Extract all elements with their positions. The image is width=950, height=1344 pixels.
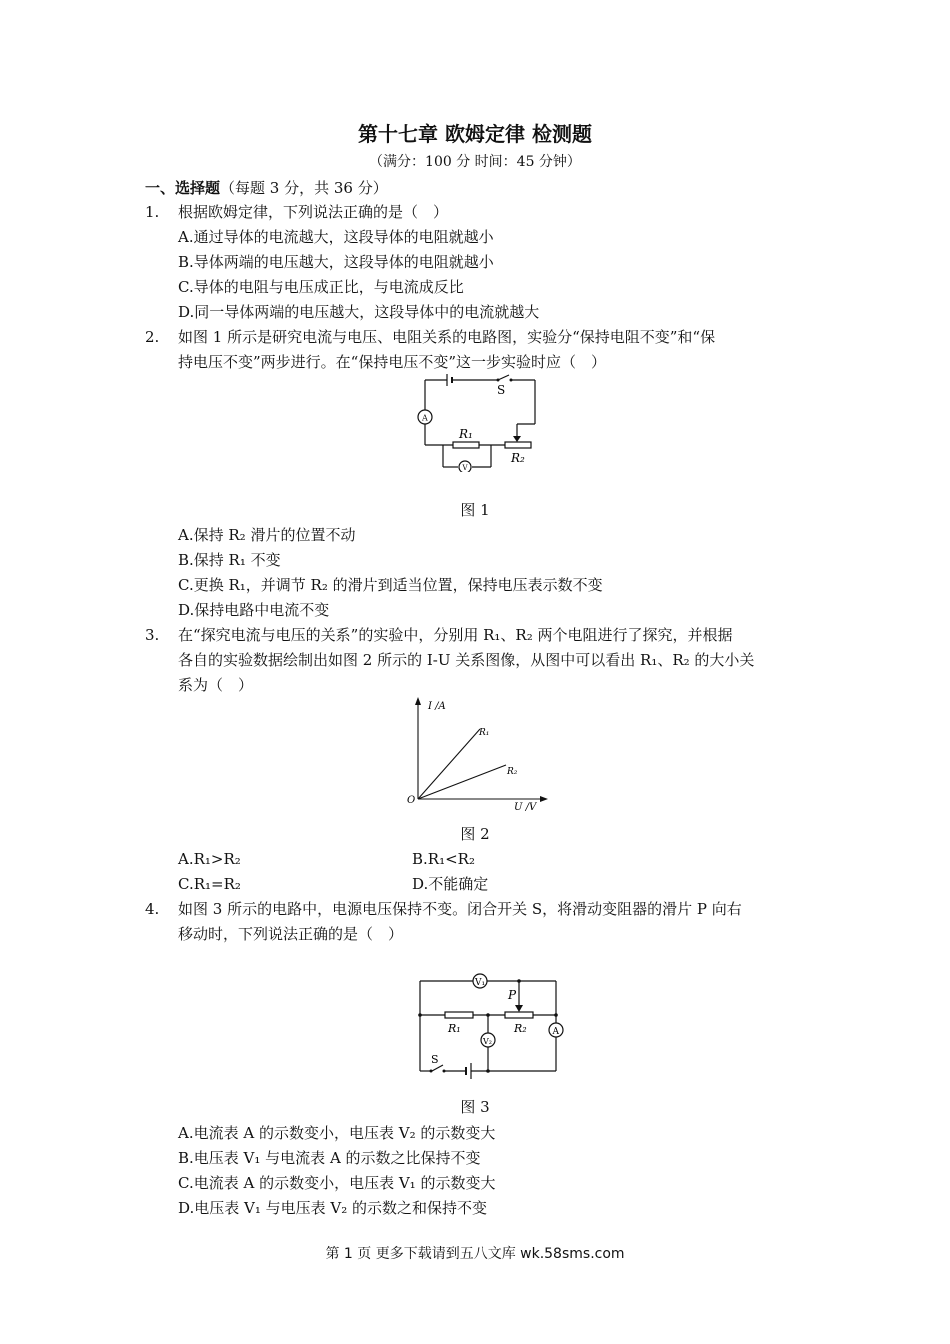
slider-arrow bbox=[515, 1005, 523, 1012]
fig3-switch-label: S bbox=[431, 1053, 439, 1066]
q1-option-b: B.导体两端的电压越大，这段导体的电阻就越小 bbox=[178, 253, 494, 271]
resistor-r1 bbox=[445, 1012, 473, 1018]
fig2-y-label: I /A bbox=[428, 701, 446, 712]
resistor-r1 bbox=[453, 442, 479, 448]
fig2-origin-label: O bbox=[407, 795, 416, 806]
q4-line-2: 移动时，下列说法正确的是（ ） bbox=[178, 925, 404, 943]
figure-2-iu-graph bbox=[400, 695, 550, 815]
q4-number: 4. bbox=[145, 900, 160, 918]
fig3-r1-label: R₁ bbox=[448, 1022, 461, 1035]
q4-line-1: 如图 3 所示的电路中，电源电压保持不变。闭合开关 S，将滑动变阻器的滑片 P 向右 bbox=[178, 900, 742, 918]
fig3-slider-label: P bbox=[508, 988, 517, 1002]
q4-option-d: D.电压表 V₁ 与电压表 V₂ 的示数之和保持不变 bbox=[178, 1199, 488, 1217]
y-axis-arrow bbox=[415, 697, 421, 705]
q2-option-d: D.保持电路中电流不变 bbox=[178, 601, 330, 619]
x-axis-arrow bbox=[540, 796, 548, 802]
page-subtitle: （满分：100 分 时间：45 分钟） bbox=[369, 154, 581, 170]
fig2-x-label: U /V bbox=[514, 802, 537, 813]
fig2-r1-label: R₁ bbox=[479, 728, 490, 738]
switch-lever bbox=[498, 375, 509, 380]
figure-3-caption: 图 3 bbox=[460, 1098, 490, 1116]
figure-1-caption: 图 1 bbox=[460, 501, 490, 519]
q3-option-d: D.不能确定 bbox=[412, 875, 489, 893]
figure-3-circuit bbox=[410, 965, 575, 1085]
q2-line-2: 持电压不变”两步进行。在“保持电压不变”这一步实验时应（ ） bbox=[178, 353, 607, 371]
q4-option-c: C.电流表 A 的示数变小，电压表 V₁ 的示数变大 bbox=[178, 1174, 496, 1192]
fig3-v2-label: V₂ bbox=[483, 1037, 492, 1046]
section-note: （每题 3 分，共 36 分） bbox=[220, 179, 388, 197]
q3-option-a: A.R₁>R₂ bbox=[178, 850, 241, 868]
rheostat-r2 bbox=[505, 442, 531, 448]
q1-option-c: C.导体的电阻与电压成正比，与电流成反比 bbox=[178, 278, 464, 296]
q3-option-c: C.R₁=R₂ bbox=[178, 875, 241, 893]
line-r1 bbox=[418, 729, 480, 799]
fig1-ammeter-label: A bbox=[422, 413, 428, 423]
figure-2-caption: 图 2 bbox=[460, 825, 490, 843]
q4-option-a: A.电流表 A 的示数变小，电压表 V₂ 的示数变大 bbox=[178, 1124, 496, 1142]
q2-option-a: A.保持 R₂ 滑片的位置不动 bbox=[178, 526, 356, 544]
rheostat-r2 bbox=[505, 1012, 533, 1018]
section-heading bbox=[145, 178, 388, 198]
q3-line-2: 各自的实验数据绘制出如图 2 所示的 I-U 关系图像，从图中可以看出 R₁、R₂ 的大小关 bbox=[178, 651, 755, 669]
fig1-r1-label: R₁ bbox=[459, 427, 473, 441]
q1-option-a: A.通过导体的电流越大，这段导体的电阻就越小 bbox=[178, 228, 494, 246]
fig1-voltmeter-label: V bbox=[462, 464, 468, 472]
q4-option-b: B.电压表 V₁ 与电流表 A 的示数之比保持不变 bbox=[178, 1149, 481, 1167]
q2-line-1: 如图 1 所示是研究电流与电压、电阻关系的电路图，实验分“保持电阻不变”和“保 bbox=[178, 328, 716, 346]
slider-arrow bbox=[513, 436, 521, 442]
q1-number: 1. bbox=[145, 203, 160, 221]
page-title: 第十七章 欧姆定律 检测题 bbox=[358, 122, 592, 146]
fig1-r2-label: R₂ bbox=[511, 451, 525, 465]
page-footer: 第 1 页 更多下载请到五八文库 wk.58sms.com bbox=[325, 1246, 625, 1262]
q2-option-b: B.保持 R₁ 不变 bbox=[178, 551, 281, 569]
q1-text: 根据欧姆定律，下列说法正确的是（ ） bbox=[178, 203, 449, 221]
q3-line-1: 在“探究电流与电压的关系”的实验中，分别用 R₁、R₂ 两个电阻进行了探究，并根据 bbox=[178, 626, 733, 644]
q2-number: 2. bbox=[145, 328, 160, 346]
fig2-r2-label: R₂ bbox=[507, 767, 518, 777]
q3-line-3: 系为（ ） bbox=[178, 676, 254, 694]
fig3-v1-label: V₁ bbox=[475, 978, 486, 988]
q3-number: 3. bbox=[145, 626, 160, 644]
q3-option-b: B.R₁<R₂ bbox=[412, 850, 475, 868]
q1-option-d: D.同一导体两端的电压越大，这段导体中的电流就越大 bbox=[178, 303, 540, 321]
q2-option-c: C.更换 R₁，并调节 R₂ 的滑片到适当位置，保持电压表示数不变 bbox=[178, 576, 603, 594]
section-label: 一、选择题 bbox=[145, 179, 221, 197]
fig3-r2-label: R₂ bbox=[514, 1022, 527, 1035]
line-r2 bbox=[418, 765, 506, 799]
fig3-ammeter-label: A bbox=[552, 1027, 559, 1037]
fig1-switch-label: S bbox=[497, 383, 506, 397]
figure-1-circuit bbox=[405, 372, 555, 472]
